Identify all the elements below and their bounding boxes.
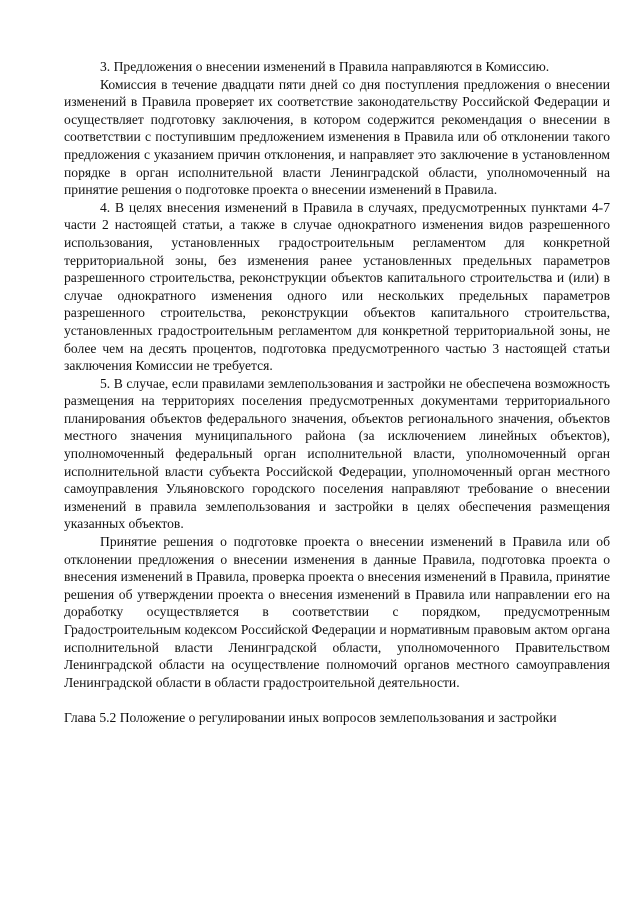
paragraph-commission-review: Комиссия в течение двадцати пяти дней со дня поступления предложения о внесении изменений в Правила проверяет их соответствие законодательству Российской Федерации и осуществляет подготовку заключения, в котором содержится рекомендация о внесении в соответствии с поступившим предложением изменения в Правила или об отклонении такого предложения с указанием причин отклонения, и направляет это заключение в установленном порядке в орган исполнительной власти Ленинградской области, уполномоченный на принятие решения о подготовке проекта о внесении изменений в Правила. bbox=[64, 76, 610, 198]
paragraph-proposals-to-commission: 3. Предложения о внесении изменений в Правила направляются в Комиссию. bbox=[100, 59, 550, 74]
chapter-heading: Глава 5.2 Положение о регулировании иных вопросов землепользования и застройки bbox=[64, 710, 557, 726]
document-page bbox=[64, 58, 610, 727]
paragraph-changes-without-conclusion: 4. В целях внесения изменений в Правила в случаях, предусмотренных пунктами 4-7 части 2 настоящей статьи, а также в случае однократного изменения видов разрешенного использования, установленных градостроительным регламентом для конкретной территориальной зоны, без изменения ранее установленных предельных параметров разрешенного строительства, реконструкции объектов капитального строительства и (или) в случае однократного изменения одного или нескольких предельных параметров разрешенного строительства, реконструкции объектов капитального строительства, установленных градостроительным регламентом для конкретной территориальной зоны, не более чем на десять процентов, подготовка предусмотренного частью 3 настоящей статьи заключения Комиссии не требуется. bbox=[64, 199, 610, 374]
paragraph-decision-procedure: Принятие решения о подготовке проекта о внесении изменений в Правила или об отклонении предложения о внесении изменения в данные Правила, подготовка проекта о внесения изменений в Правила, проверка проекта о внесения изменений в Правила, принятие решения об утверждении проекта о внесения изменений в Правила или направлении его на доработку осуществляется в соответствии с порядком, предусмотренным Градостроительным кодексом Российской Федерации и нормативным правовым актом органа исполнительной власти Ленинградской области, уполномоченного Правительством Ленинградской области на осуществление полномочий органов местного самоуправления Ленинградской области в области градостроительной деятельности. bbox=[64, 534, 610, 690]
paragraph-placement-requirement: 5. В случае, если правилами землепользования и застройки не обеспечена возможность размещения на территориях поселения предусмотренных документами территориального планирования объектов федерального значения, объектов регионального значения, объектов местного значения муниципального района (за исключением линейных объектов), уполномоченный федеральный орган исполнительной власти, уполномоченный орган исполнительной власти субъекта Российской Федерации, уполномоченный орган местного самоуправления Ульяновского городского поселения направляют требование о внесении изменений в правила землепользования и застройки в целях обеспечения размещения указанных объектов. bbox=[64, 375, 610, 532]
